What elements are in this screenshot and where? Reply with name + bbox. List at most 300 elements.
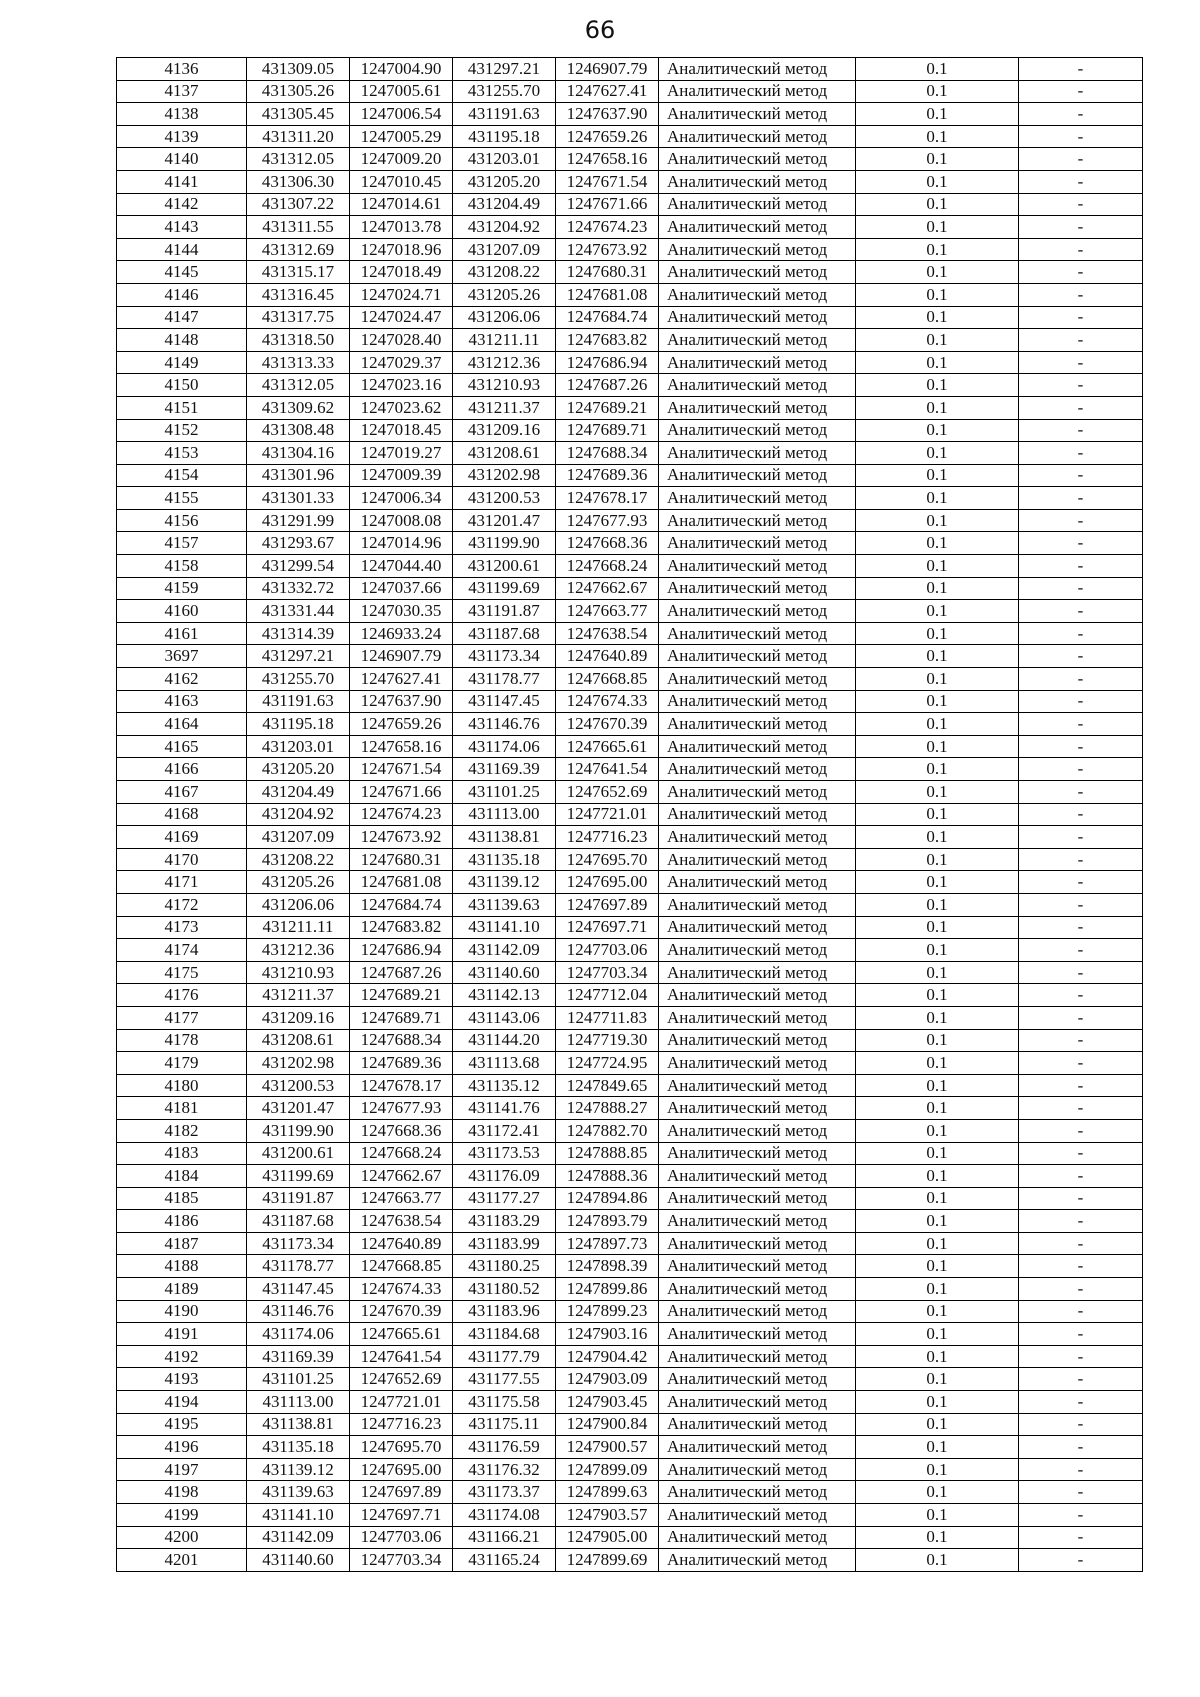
y1-cell: 1247673.92 xyxy=(350,826,453,849)
point-number-cell: 4200 xyxy=(117,1526,247,1549)
accuracy-cell: 0.1 xyxy=(856,1119,1019,1142)
note-cell: - xyxy=(1019,193,1143,216)
y2-cell: 1247686.94 xyxy=(556,351,659,374)
y1-cell: 1247010.45 xyxy=(350,170,453,193)
y2-cell: 1247668.85 xyxy=(556,668,659,691)
table-row xyxy=(117,622,1143,645)
y2-cell: 1246907.79 xyxy=(556,58,659,81)
y1-cell: 1247688.34 xyxy=(350,1029,453,1052)
y2-cell: 1247641.54 xyxy=(556,758,659,781)
table-row xyxy=(117,1210,1143,1233)
x2-cell: 431199.69 xyxy=(453,577,556,600)
note-cell: - xyxy=(1019,509,1143,532)
accuracy-cell: 0.1 xyxy=(856,283,1019,306)
accuracy-cell: 0.1 xyxy=(856,170,1019,193)
y1-cell: 1247670.39 xyxy=(350,1300,453,1323)
y2-cell: 1247849.65 xyxy=(556,1074,659,1097)
point-number-cell: 4177 xyxy=(117,1006,247,1029)
note-cell: - xyxy=(1019,1549,1143,1572)
point-number-cell: 4178 xyxy=(117,1029,247,1052)
note-cell: - xyxy=(1019,170,1143,193)
x1-cell: 431308.48 xyxy=(247,419,350,442)
x2-cell: 431200.61 xyxy=(453,555,556,578)
point-number-cell: 4137 xyxy=(117,80,247,103)
method-cell: Аналитический метод xyxy=(659,1097,856,1120)
y1-cell: 1247674.33 xyxy=(350,1278,453,1301)
y1-cell: 1247703.06 xyxy=(350,1526,453,1549)
y2-cell: 1247695.00 xyxy=(556,871,659,894)
x2-cell: 431172.41 xyxy=(453,1119,556,1142)
x1-cell: 431208.22 xyxy=(247,848,350,871)
table-row xyxy=(117,645,1143,668)
x1-cell: 431139.63 xyxy=(247,1481,350,1504)
table-row xyxy=(117,1097,1143,1120)
note-cell: - xyxy=(1019,690,1143,713)
y2-cell: 1247716.23 xyxy=(556,826,659,849)
method-cell: Аналитический метод xyxy=(659,1029,856,1052)
point-number-cell: 4163 xyxy=(117,690,247,713)
y1-cell: 1247029.37 xyxy=(350,351,453,374)
x2-cell: 431169.39 xyxy=(453,758,556,781)
y1-cell: 1247697.89 xyxy=(350,1481,453,1504)
table-row xyxy=(117,1142,1143,1165)
y1-cell: 1247028.40 xyxy=(350,329,453,352)
y2-cell: 1247683.82 xyxy=(556,329,659,352)
x2-cell: 431204.92 xyxy=(453,216,556,239)
accuracy-cell: 0.1 xyxy=(856,690,1019,713)
y2-cell: 1247688.34 xyxy=(556,442,659,465)
x2-cell: 431208.22 xyxy=(453,261,556,284)
x1-cell: 431211.37 xyxy=(247,984,350,1007)
x2-cell: 431183.99 xyxy=(453,1232,556,1255)
table-row xyxy=(117,193,1143,216)
method-cell: Аналитический метод xyxy=(659,442,856,465)
table-row xyxy=(117,1119,1143,1142)
y1-cell: 1247674.23 xyxy=(350,803,453,826)
note-cell: - xyxy=(1019,555,1143,578)
x1-cell: 431297.21 xyxy=(247,645,350,668)
x2-cell: 431203.01 xyxy=(453,148,556,171)
accuracy-cell: 0.1 xyxy=(856,622,1019,645)
method-cell: Аналитический метод xyxy=(659,1255,856,1278)
table-row xyxy=(117,80,1143,103)
point-number-cell: 4148 xyxy=(117,329,247,352)
point-number-cell: 4195 xyxy=(117,1413,247,1436)
point-number-cell: 4175 xyxy=(117,961,247,984)
method-cell: Аналитический метод xyxy=(659,781,856,804)
x2-cell: 431180.25 xyxy=(453,1255,556,1278)
x1-cell: 431314.39 xyxy=(247,622,350,645)
method-cell: Аналитический метод xyxy=(659,1368,856,1391)
x2-cell: 431177.55 xyxy=(453,1368,556,1391)
point-number-cell: 4147 xyxy=(117,306,247,329)
method-cell: Аналитический метод xyxy=(659,193,856,216)
method-cell: Аналитический метод xyxy=(659,961,856,984)
note-cell: - xyxy=(1019,939,1143,962)
accuracy-cell: 0.1 xyxy=(856,261,1019,284)
method-cell: Аналитический метод xyxy=(659,1210,856,1233)
point-number-cell: 4176 xyxy=(117,984,247,1007)
x2-cell: 431142.13 xyxy=(453,984,556,1007)
method-cell: Аналитический метод xyxy=(659,103,856,126)
y1-cell: 1247689.71 xyxy=(350,1006,453,1029)
y1-cell: 1246933.24 xyxy=(350,622,453,645)
x1-cell: 431191.87 xyxy=(247,1187,350,1210)
x2-cell: 431206.06 xyxy=(453,306,556,329)
y1-cell: 1247018.45 xyxy=(350,419,453,442)
accuracy-cell: 0.1 xyxy=(856,893,1019,916)
y1-cell: 1247023.16 xyxy=(350,374,453,397)
note-cell: - xyxy=(1019,396,1143,419)
x1-cell: 431312.05 xyxy=(247,374,350,397)
y2-cell: 1247905.00 xyxy=(556,1526,659,1549)
table-row xyxy=(117,690,1143,713)
accuracy-cell: 0.1 xyxy=(856,1210,1019,1233)
table-row xyxy=(117,374,1143,397)
x1-cell: 431331.44 xyxy=(247,600,350,623)
y2-cell: 1247687.26 xyxy=(556,374,659,397)
method-cell: Аналитический метод xyxy=(659,374,856,397)
y2-cell: 1247652.69 xyxy=(556,781,659,804)
accuracy-cell: 0.1 xyxy=(856,1006,1019,1029)
y2-cell: 1247681.08 xyxy=(556,283,659,306)
y2-cell: 1247640.89 xyxy=(556,645,659,668)
note-cell: - xyxy=(1019,893,1143,916)
x1-cell: 431209.16 xyxy=(247,1006,350,1029)
x2-cell: 431177.79 xyxy=(453,1345,556,1368)
note-cell: - xyxy=(1019,1052,1143,1075)
x2-cell: 431140.60 xyxy=(453,961,556,984)
method-cell: Аналитический метод xyxy=(659,735,856,758)
table-row xyxy=(117,261,1143,284)
method-cell: Аналитический метод xyxy=(659,509,856,532)
accuracy-cell: 0.1 xyxy=(856,826,1019,849)
x2-cell: 431141.10 xyxy=(453,916,556,939)
point-number-cell: 4191 xyxy=(117,1323,247,1346)
method-cell: Аналитический метод xyxy=(659,1526,856,1549)
note-cell: - xyxy=(1019,261,1143,284)
y1-cell: 1247044.40 xyxy=(350,555,453,578)
note-cell: - xyxy=(1019,125,1143,148)
method-cell: Аналитический метод xyxy=(659,871,856,894)
x2-cell: 431176.59 xyxy=(453,1436,556,1459)
accuracy-cell: 0.1 xyxy=(856,306,1019,329)
x1-cell: 431113.00 xyxy=(247,1391,350,1414)
accuracy-cell: 0.1 xyxy=(856,939,1019,962)
y1-cell: 1247014.96 xyxy=(350,532,453,555)
table-row xyxy=(117,939,1143,962)
x2-cell: 431173.37 xyxy=(453,1481,556,1504)
method-cell: Аналитический метод xyxy=(659,532,856,555)
point-number-cell: 4162 xyxy=(117,668,247,691)
table-row xyxy=(117,1323,1143,1346)
note-cell: - xyxy=(1019,238,1143,261)
method-cell: Аналитический метод xyxy=(659,713,856,736)
note-cell: - xyxy=(1019,781,1143,804)
x1-cell: 431301.96 xyxy=(247,464,350,487)
method-cell: Аналитический метод xyxy=(659,1549,856,1572)
y2-cell: 1247882.70 xyxy=(556,1119,659,1142)
table-row xyxy=(117,1526,1143,1549)
x1-cell: 431313.33 xyxy=(247,351,350,374)
point-number-cell: 4140 xyxy=(117,148,247,171)
x1-cell: 431318.50 xyxy=(247,329,350,352)
point-number-cell: 4159 xyxy=(117,577,247,600)
y1-cell: 1247006.54 xyxy=(350,103,453,126)
note-cell: - xyxy=(1019,464,1143,487)
y1-cell: 1247683.82 xyxy=(350,916,453,939)
x2-cell: 431135.18 xyxy=(453,848,556,871)
method-cell: Аналитический метод xyxy=(659,1323,856,1346)
y1-cell: 1247678.17 xyxy=(350,1074,453,1097)
table-row xyxy=(117,1391,1143,1414)
table-row xyxy=(117,1368,1143,1391)
x1-cell: 431138.81 xyxy=(247,1413,350,1436)
method-cell: Аналитический метод xyxy=(659,1232,856,1255)
x2-cell: 431141.76 xyxy=(453,1097,556,1120)
y1-cell: 1247689.21 xyxy=(350,984,453,1007)
point-number-cell: 3697 xyxy=(117,645,247,668)
note-cell: - xyxy=(1019,1232,1143,1255)
y2-cell: 1247904.42 xyxy=(556,1345,659,1368)
note-cell: - xyxy=(1019,1391,1143,1414)
note-cell: - xyxy=(1019,645,1143,668)
point-number-cell: 4167 xyxy=(117,781,247,804)
y1-cell: 1247652.69 xyxy=(350,1368,453,1391)
note-cell: - xyxy=(1019,1074,1143,1097)
note-cell: - xyxy=(1019,1278,1143,1301)
y1-cell: 1247627.41 xyxy=(350,668,453,691)
x2-cell: 431180.52 xyxy=(453,1278,556,1301)
y1-cell: 1247030.35 xyxy=(350,600,453,623)
y2-cell: 1247898.39 xyxy=(556,1255,659,1278)
method-cell: Аналитический метод xyxy=(659,396,856,419)
table-row xyxy=(117,848,1143,871)
point-number-cell: 4193 xyxy=(117,1368,247,1391)
y1-cell: 1247695.70 xyxy=(350,1436,453,1459)
table-row xyxy=(117,1232,1143,1255)
x1-cell: 431312.69 xyxy=(247,238,350,261)
page-number: 66 xyxy=(584,16,616,44)
coordinates-table xyxy=(116,57,1143,1572)
x2-cell: 431208.61 xyxy=(453,442,556,465)
x1-cell: 431200.53 xyxy=(247,1074,350,1097)
x2-cell: 431173.34 xyxy=(453,645,556,668)
accuracy-cell: 0.1 xyxy=(856,1436,1019,1459)
y1-cell: 1247659.26 xyxy=(350,713,453,736)
x1-cell: 431317.75 xyxy=(247,306,350,329)
y2-cell: 1247899.63 xyxy=(556,1481,659,1504)
x2-cell: 431187.68 xyxy=(453,622,556,645)
y2-cell: 1247903.45 xyxy=(556,1391,659,1414)
method-cell: Аналитический метод xyxy=(659,1142,856,1165)
x1-cell: 431206.06 xyxy=(247,893,350,916)
y2-cell: 1247903.57 xyxy=(556,1504,659,1527)
point-number-cell: 4179 xyxy=(117,1052,247,1075)
accuracy-cell: 0.1 xyxy=(856,58,1019,81)
x1-cell: 431204.49 xyxy=(247,781,350,804)
point-number-cell: 4157 xyxy=(117,532,247,555)
y1-cell: 1247018.96 xyxy=(350,238,453,261)
point-number-cell: 4144 xyxy=(117,238,247,261)
method-cell: Аналитический метод xyxy=(659,848,856,871)
x2-cell: 431191.87 xyxy=(453,600,556,623)
x1-cell: 431173.34 xyxy=(247,1232,350,1255)
note-cell: - xyxy=(1019,1119,1143,1142)
point-number-cell: 4180 xyxy=(117,1074,247,1097)
note-cell: - xyxy=(1019,668,1143,691)
point-number-cell: 4197 xyxy=(117,1458,247,1481)
y2-cell: 1247899.23 xyxy=(556,1300,659,1323)
y1-cell: 1247668.24 xyxy=(350,1142,453,1165)
x1-cell: 431178.77 xyxy=(247,1255,350,1278)
table-row xyxy=(117,1074,1143,1097)
point-number-cell: 4198 xyxy=(117,1481,247,1504)
x1-cell: 431312.05 xyxy=(247,148,350,171)
note-cell: - xyxy=(1019,984,1143,1007)
x1-cell: 431311.20 xyxy=(247,125,350,148)
accuracy-cell: 0.1 xyxy=(856,916,1019,939)
x2-cell: 431166.21 xyxy=(453,1526,556,1549)
y1-cell: 1247681.08 xyxy=(350,871,453,894)
note-cell: - xyxy=(1019,1458,1143,1481)
method-cell: Аналитический метод xyxy=(659,622,856,645)
x2-cell: 431202.98 xyxy=(453,464,556,487)
accuracy-cell: 0.1 xyxy=(856,1323,1019,1346)
y1-cell: 1246907.79 xyxy=(350,645,453,668)
x2-cell: 431176.32 xyxy=(453,1458,556,1481)
point-number-cell: 4171 xyxy=(117,871,247,894)
x1-cell: 431205.20 xyxy=(247,758,350,781)
point-number-cell: 4158 xyxy=(117,555,247,578)
y1-cell: 1247684.74 xyxy=(350,893,453,916)
x2-cell: 431177.27 xyxy=(453,1187,556,1210)
x1-cell: 431212.36 xyxy=(247,939,350,962)
table-row xyxy=(117,148,1143,171)
x1-cell: 431205.26 xyxy=(247,871,350,894)
y1-cell: 1247013.78 xyxy=(350,216,453,239)
x2-cell: 431212.36 xyxy=(453,351,556,374)
y1-cell: 1247005.61 xyxy=(350,80,453,103)
table-row xyxy=(117,306,1143,329)
x1-cell: 431299.54 xyxy=(247,555,350,578)
point-number-cell: 4169 xyxy=(117,826,247,849)
note-cell: - xyxy=(1019,58,1143,81)
point-number-cell: 4160 xyxy=(117,600,247,623)
point-number-cell: 4150 xyxy=(117,374,247,397)
point-number-cell: 4141 xyxy=(117,170,247,193)
method-cell: Аналитический метод xyxy=(659,690,856,713)
y2-cell: 1247900.57 xyxy=(556,1436,659,1459)
table-row xyxy=(117,396,1143,419)
table-row xyxy=(117,803,1143,826)
y2-cell: 1247670.39 xyxy=(556,713,659,736)
table-row xyxy=(117,758,1143,781)
method-cell: Аналитический метод xyxy=(659,170,856,193)
point-number-cell: 4149 xyxy=(117,351,247,374)
accuracy-cell: 0.1 xyxy=(856,1052,1019,1075)
point-number-cell: 4142 xyxy=(117,193,247,216)
y1-cell: 1247686.94 xyxy=(350,939,453,962)
point-number-cell: 4181 xyxy=(117,1097,247,1120)
y1-cell: 1247663.77 xyxy=(350,1187,453,1210)
note-cell: - xyxy=(1019,283,1143,306)
table-row xyxy=(117,893,1143,916)
x2-cell: 431139.63 xyxy=(453,893,556,916)
accuracy-cell: 0.1 xyxy=(856,1142,1019,1165)
accuracy-cell: 0.1 xyxy=(856,396,1019,419)
accuracy-cell: 0.1 xyxy=(856,1278,1019,1301)
y2-cell: 1247894.86 xyxy=(556,1187,659,1210)
method-cell: Аналитический метод xyxy=(659,555,856,578)
method-cell: Аналитический метод xyxy=(659,419,856,442)
point-number-cell: 4155 xyxy=(117,487,247,510)
accuracy-cell: 0.1 xyxy=(856,216,1019,239)
point-number-cell: 4168 xyxy=(117,803,247,826)
x1-cell: 431291.99 xyxy=(247,509,350,532)
point-number-cell: 4151 xyxy=(117,396,247,419)
accuracy-cell: 0.1 xyxy=(856,125,1019,148)
x1-cell: 431301.33 xyxy=(247,487,350,510)
method-cell: Аналитический метод xyxy=(659,1119,856,1142)
table-row xyxy=(117,984,1143,1007)
point-number-cell: 4145 xyxy=(117,261,247,284)
x2-cell: 431255.70 xyxy=(453,80,556,103)
x2-cell: 431184.68 xyxy=(453,1323,556,1346)
x1-cell: 431305.26 xyxy=(247,80,350,103)
y2-cell: 1247899.86 xyxy=(556,1278,659,1301)
x1-cell: 431293.67 xyxy=(247,532,350,555)
y1-cell: 1247018.49 xyxy=(350,261,453,284)
y2-cell: 1247703.34 xyxy=(556,961,659,984)
method-cell: Аналитический метод xyxy=(659,487,856,510)
x1-cell: 431309.05 xyxy=(247,58,350,81)
y2-cell: 1247899.09 xyxy=(556,1458,659,1481)
note-cell: - xyxy=(1019,1029,1143,1052)
point-number-cell: 4189 xyxy=(117,1278,247,1301)
y2-cell: 1247658.16 xyxy=(556,148,659,171)
x2-cell: 431207.09 xyxy=(453,238,556,261)
note-cell: - xyxy=(1019,351,1143,374)
y2-cell: 1247689.21 xyxy=(556,396,659,419)
x1-cell: 431304.16 xyxy=(247,442,350,465)
note-cell: - xyxy=(1019,1413,1143,1436)
x2-cell: 431135.12 xyxy=(453,1074,556,1097)
accuracy-cell: 0.1 xyxy=(856,1165,1019,1188)
y2-cell: 1247659.26 xyxy=(556,125,659,148)
x1-cell: 431332.72 xyxy=(247,577,350,600)
x2-cell: 431174.08 xyxy=(453,1504,556,1527)
x2-cell: 431142.09 xyxy=(453,939,556,962)
table-row xyxy=(117,1458,1143,1481)
note-cell: - xyxy=(1019,1526,1143,1549)
y1-cell: 1247665.61 xyxy=(350,1323,453,1346)
point-number-cell: 4194 xyxy=(117,1391,247,1414)
y2-cell: 1247897.73 xyxy=(556,1232,659,1255)
y2-cell: 1247711.83 xyxy=(556,1006,659,1029)
point-number-cell: 4152 xyxy=(117,419,247,442)
table-row xyxy=(117,238,1143,261)
note-cell: - xyxy=(1019,1481,1143,1504)
table-body xyxy=(117,58,1143,1572)
x2-cell: 431210.93 xyxy=(453,374,556,397)
y2-cell: 1247703.06 xyxy=(556,939,659,962)
note-cell: - xyxy=(1019,1300,1143,1323)
table-row xyxy=(117,1436,1143,1459)
note-cell: - xyxy=(1019,1368,1143,1391)
y2-cell: 1247899.69 xyxy=(556,1549,659,1572)
table-row xyxy=(117,1278,1143,1301)
